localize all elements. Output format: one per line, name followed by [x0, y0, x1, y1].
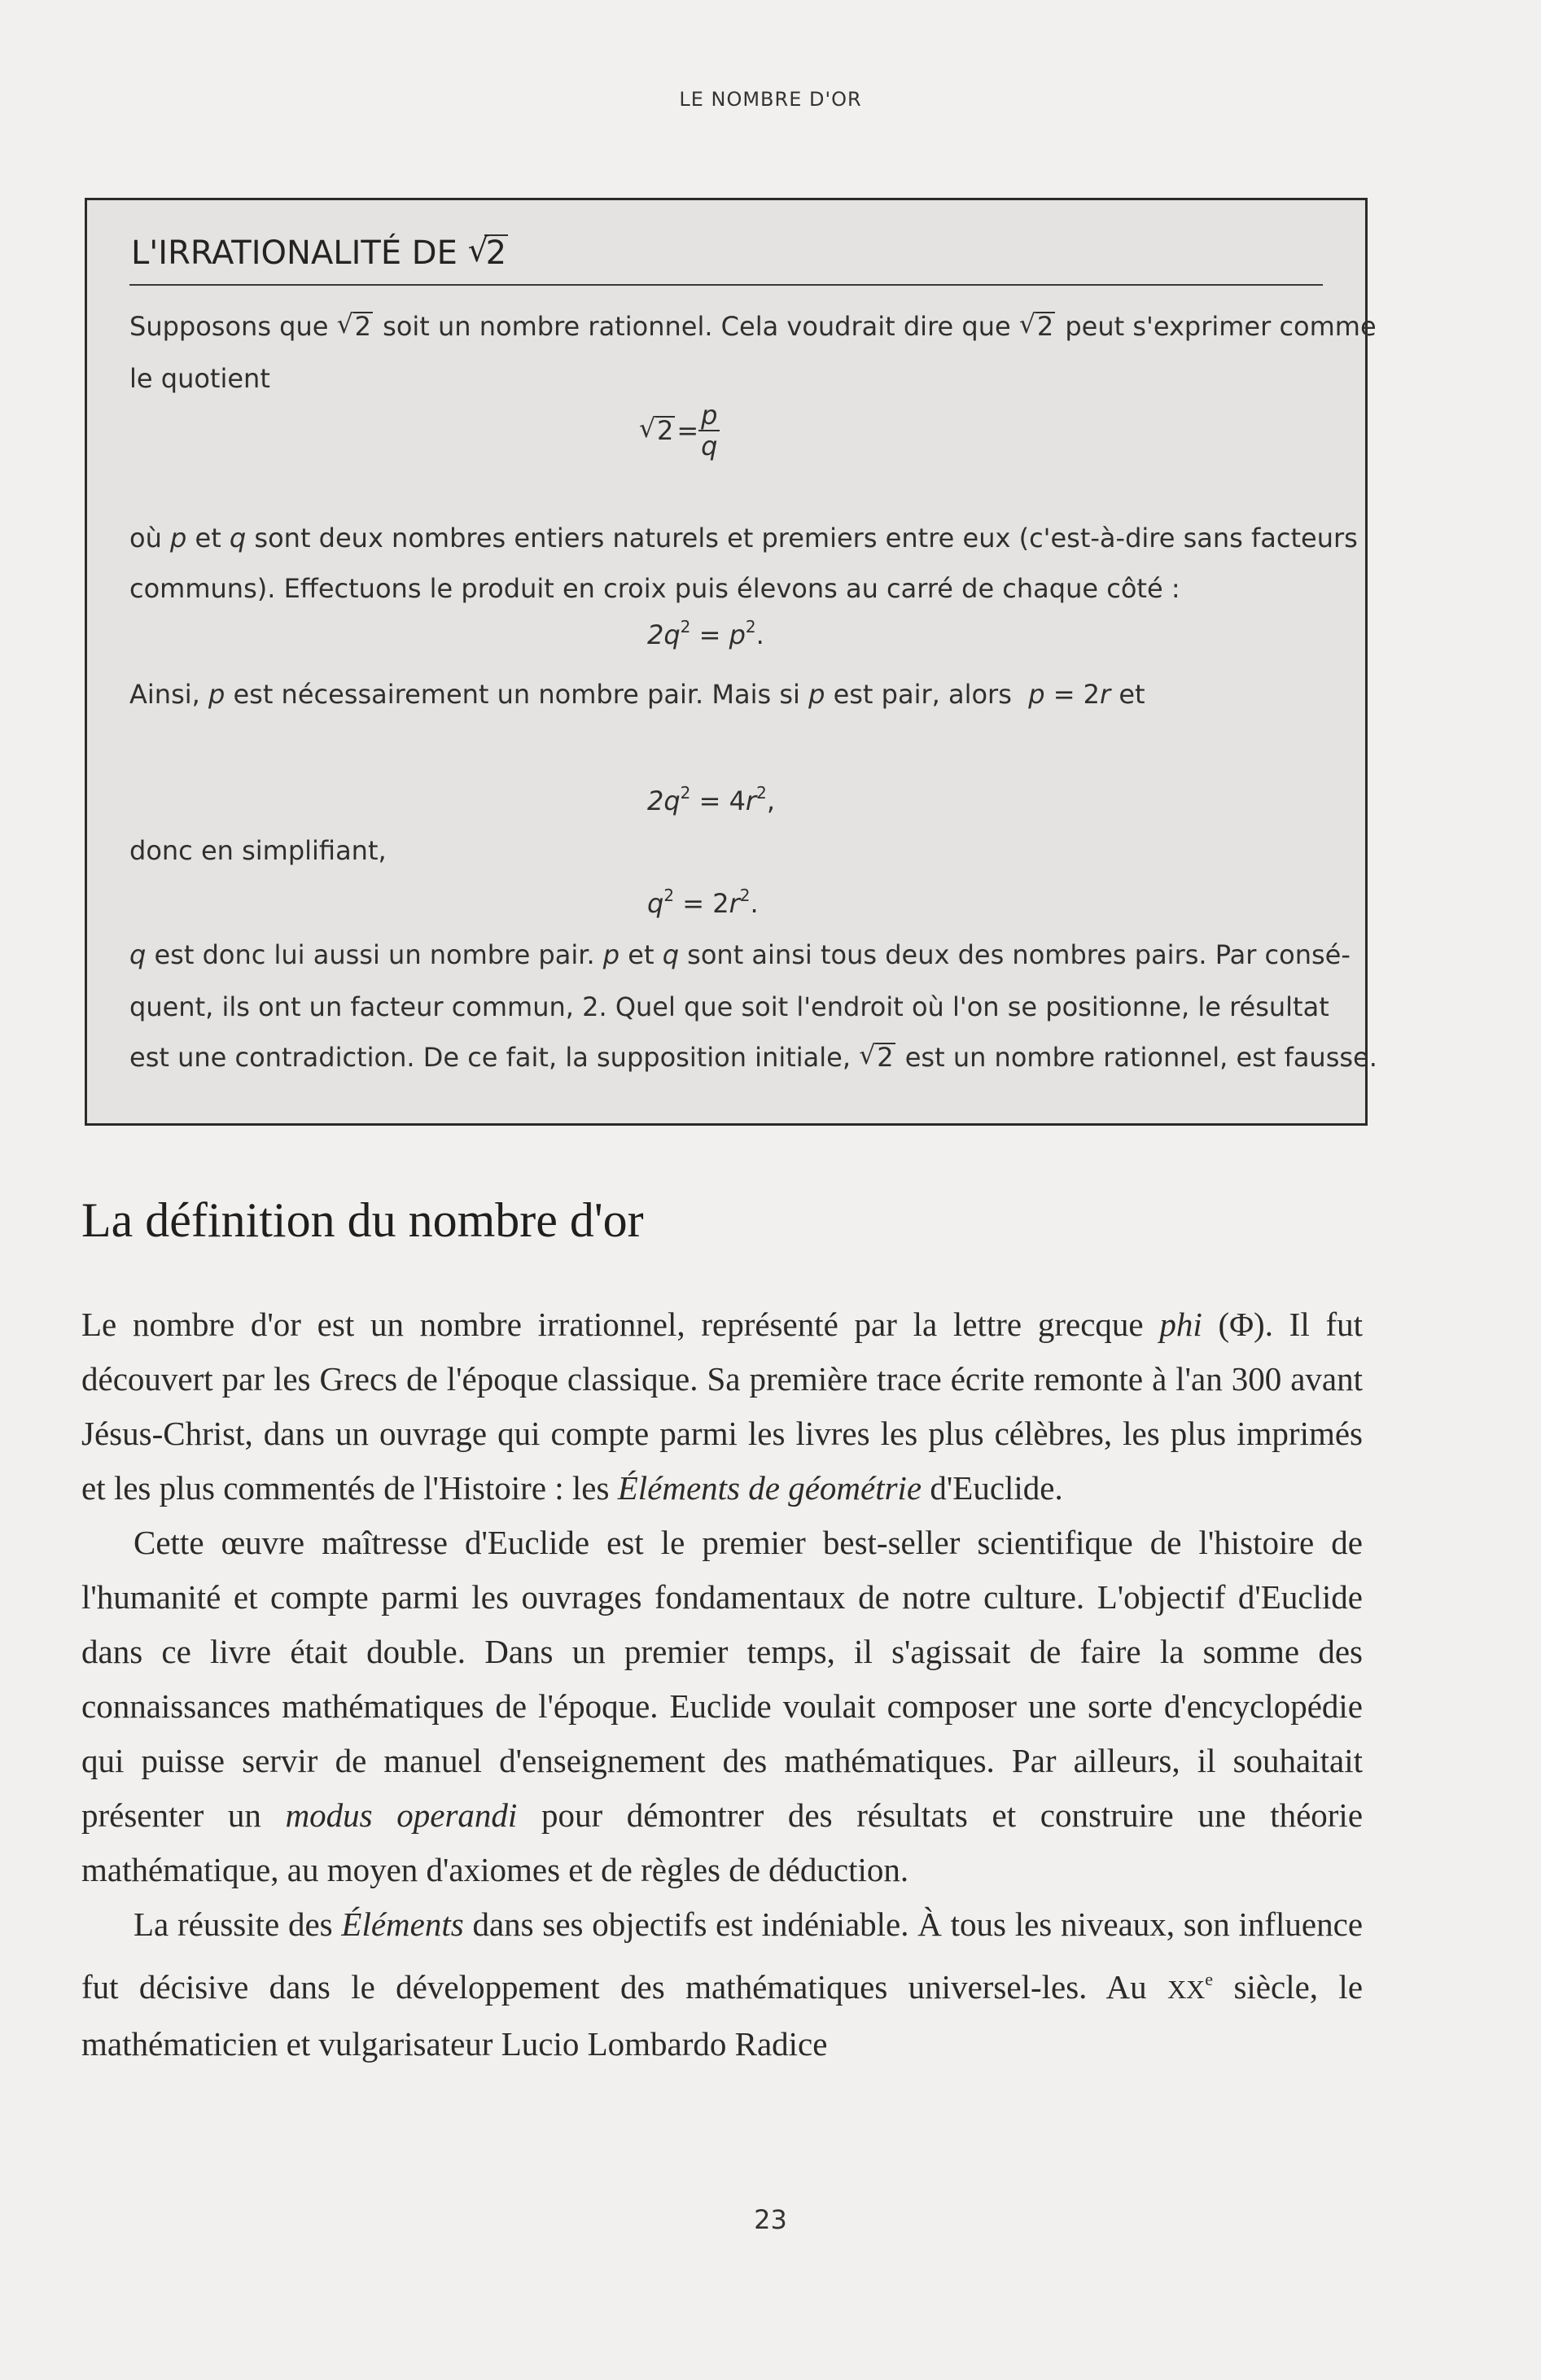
- box-line-9: est une contradiction. De ce fait, la supposition initiale, √ 2 est un nombre rationnel, est fausse.: [129, 1042, 1377, 1073]
- sidebar-box-irrationality: [85, 198, 1377, 1126]
- equation-2q2-p2: $2q^2 = p^2$.: [647, 617, 764, 650]
- box-line-8: quent, ils ont un facteur commun, 2. Quel que soit l'endroit où l'on se positionne, le résultat: [129, 991, 1329, 1022]
- box-line-3: où p et q sont deux nombres entiers naturels et premiers entre eux (c'est-à-dire sans facteurs: [129, 523, 1358, 553]
- body-text: [81, 1297, 1363, 2072]
- running-head: LE NOMBRE D'OR: [679, 88, 862, 111]
- page-number: 23: [754, 2204, 787, 2235]
- paragraph-1: Le nombre d'or est un nombre irrationnel, représenté par la lettre grecque phi (Φ). Il fut découvert par les Grecs de l'époque classique. Sa première trace écrite remonte à l'an 300 avant Jésus-Christ, dans un ouvrage qui compte parmi les livres les plus célèbres, les plus imprimés et les plus commentés de l'Histoire : les Éléments de géométrie d'Euclide.: [81, 1306, 1363, 1507]
- paragraph-2: Cette œuvre maîtresse d'Euclide est le premier best-seller scientifique de l'histoire de l'humanité et compte parmi les ouvrages fondamentaux de notre culture. L'objectif d'Euclide dans ce livre était double. Dans un premier temps, il s'agissait de faire la somme des connaissances mathématiques de l'époque. Euclide voulait composer une sorte d'encyclopédie qui puisse servir de manuel d'enseignement des mathématiques. Par ailleurs, il souhaitait présenter un modus operandi pour démontrer des résultats et construire une théorie mathématique, au moyen d'axiomes et de règles de déduction.: [81, 1524, 1364, 1888]
- box-line-4: communs). Effectuons le produit en croix puis élevons au carré de chaque côté :: [129, 573, 1180, 604]
- box-title-rule: [129, 284, 1323, 286]
- box-line-7: q est donc lui aussi un nombre pair. p et q sont ainsi tous deux des nombres pairs. Par consé-: [129, 939, 1351, 970]
- box-line-1: Supposons que √ 2 soit un nombre rationnel. Cela voudrait dire que √ 2 peut s'exprimer comme: [129, 311, 1377, 342]
- sqrt-symbol: √ 2: [468, 234, 508, 272]
- section-heading: La définition du nombre d'or: [81, 1193, 644, 1247]
- box-line-6: donc en simplifiant,: [129, 835, 387, 866]
- equation-q2-2r2: $q^2 = 2r^2$.: [647, 886, 759, 919]
- box-line-5: Ainsi, p est nécessairement un nombre pair. Mais si p est pair, alors p = 2r et: [129, 679, 1145, 710]
- paragraph-3: La réussite des Éléments dans ses objectifs est indéniable. À tous les niveaux, son influence fut décisive dans le développement des mathématiques universel-les. Au XXe siècle, le mathématicien et vulgarisateur Lucio Lombardo Radice: [81, 1905, 1364, 2063]
- equation-sqrt2-fraction: √ 2 = $\frac{p}{q}$: [639, 402, 720, 459]
- box-line-2: le quotient: [129, 363, 270, 394]
- equation-2q2-4r2: $2q^2 = 4r^2$,: [647, 783, 775, 816]
- box-title: L'IRRATIONALITÉ DE √ 2: [131, 234, 510, 272]
